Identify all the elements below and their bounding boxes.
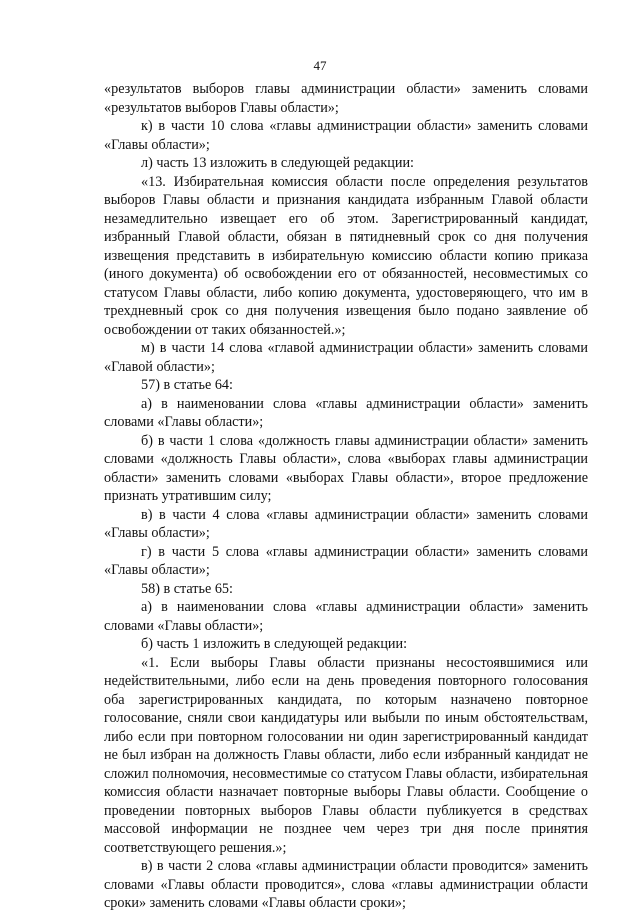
paragraph: б) часть 1 изложить в следующей редакции: — [141, 636, 408, 652]
paragraph: «1. Если выборы Главы области признаны несостоявшимися или недействительными, либо если на день проведения повторного голосования оба зарегистрированных кандидата, по которым назначено повторное голосование, сняли свои кандидатуры или выбыли по иным обстоятельствам, либо если при повторном голосовании ни один зарегистрированный кандидат не был избран на должность Главы области, либо если избранный кандидат не сложил полномочия, несовместимые со статусом Главы области, избирательная комиссия области назначает повторные выборы Главы области. Сообщение о проведении повторных выборов Главы области публикуется в средствах массовой информации не позднее чем через три дня после принятия соответствующего решения.»; — [104, 654, 588, 856]
paragraph: в) в части 2 слова «главы администрации области проводится» заменить словами «Главы области проводится», слова «главы администрации области сроки» заменить словами «Главы области сроки»; — [104, 858, 588, 911]
paragraph: а) в наименовании слова «главы администрации области» заменить словами «Главы области»; — [104, 599, 588, 634]
paragraph: м) в части 14 слова «главой администрации области» заменить словами «Главой области»; — [104, 340, 588, 375]
page-number: 47 — [313, 58, 327, 73]
paragraph: б) в части 1 слова «должность главы администрации области» заменить словами «должность Главы области», слова «выборах главы администрации области» заменить словами «выборах Главы области», второе предложение признать утратившим силу; — [104, 432, 588, 504]
paragraph: «13. Избирательная комиссия области после определения результатов выборов Главы области и признания кандидата избранным Главой области незамедлительно извещает его об этом. Зарегистрированный кандидат, избранный Главой области, обязан в пятидневный срок со дня получения извещения представить в избирательную комиссию области копию приказа (иного документа) об освобождении его от обязанностей, несовместимых со статусом Главы области, либо копию документа, удостоверяющего, что им в трехдневный срок со дня получения извещения было подано заявление об освобождении от таких обязанностей.»; — [104, 173, 588, 338]
paragraph: 58) в статье 65: — [141, 580, 233, 597]
paragraph: г) в части 5 слова «главы администрации области» заменить словами «Главы области»; — [104, 543, 588, 578]
paragraph: 57) в статье 64: — [141, 377, 233, 393]
document-body — [104, 80, 588, 913]
paragraph: «результатов выборов главы администрации области» заменить словами «результатов выборов Главы области»; — [104, 81, 588, 116]
paragraph: к) в части 10 слова «главы администрации области» заменить словами «Главы области»; — [104, 118, 588, 153]
paragraph: л) часть 13 изложить в следующей редакции: — [141, 155, 414, 171]
paragraph: в) в части 4 слова «главы администрации области» заменить словами «Главы области»; — [104, 506, 588, 541]
paragraph: а) в наименовании слова «главы администрации области» заменить словами «Главы области»; — [104, 395, 588, 430]
